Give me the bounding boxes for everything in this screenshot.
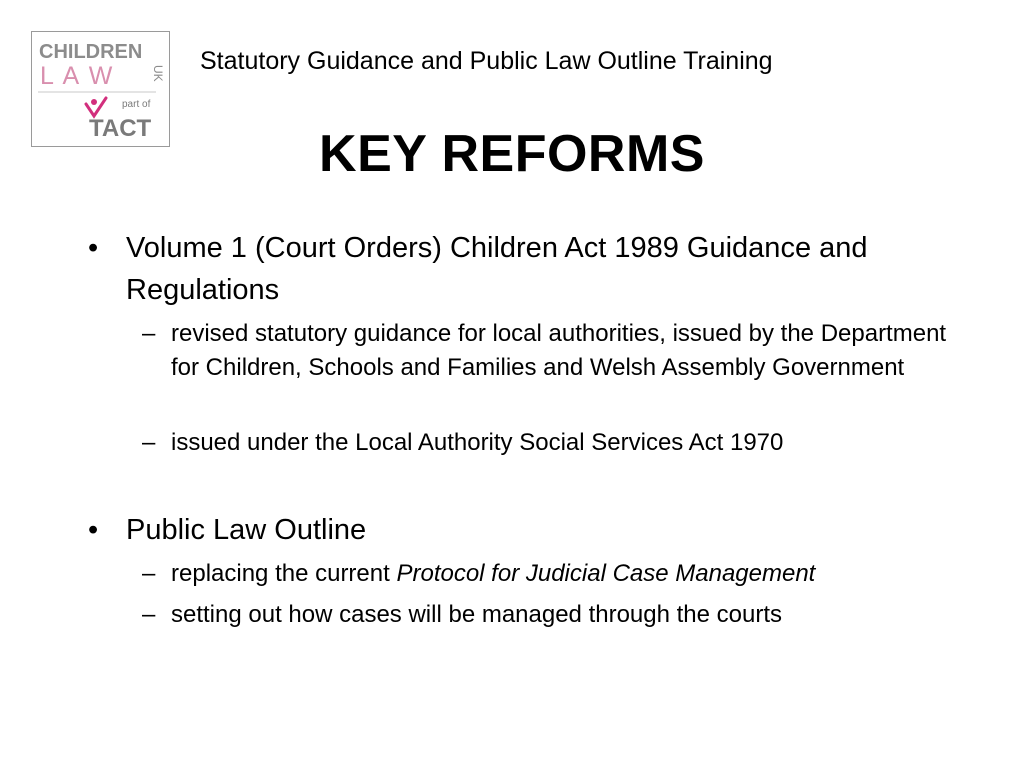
sub-bullet-dash: – [142, 429, 156, 456]
logo-word-tact: TACT [89, 115, 152, 142]
tact-figure-icon [86, 98, 106, 116]
sub-bullet-text: revised statutory guidance for local authorities, issued by the Department for Children, Schools and Families and Welsh Assembly Government [171, 320, 947, 381]
bullet-dot: • [88, 514, 99, 546]
sub-bullet-item [142, 426, 962, 460]
logo-word-children: CHILDREN [39, 41, 143, 63]
sub-bullet-item [142, 557, 962, 591]
logo-word-part-of: part of [122, 99, 151, 110]
sub-bullet-item [142, 598, 962, 632]
bullet-item [88, 509, 958, 551]
sub-bullet-dash: – [142, 601, 156, 628]
sub-bullet-dash: – [142, 560, 156, 587]
sub-bullet-text [171, 557, 962, 591]
protocol-title-italic: Protocol for Judicial Case Management [396, 560, 816, 587]
sub-bullet-item [142, 317, 962, 385]
bullet-dot: • [88, 232, 99, 264]
sub-bullet-prefix: replacing the current [171, 560, 397, 587]
sub-bullet-text: setting out how cases will be managed through the courts [171, 601, 783, 628]
bullet-text: Public Law Outline [126, 514, 367, 546]
sub-bullet-text: issued under the Local Authority Social Services Act 1970 [171, 429, 784, 456]
sub-bullet-dash: – [142, 320, 156, 347]
bullet-item [88, 227, 958, 311]
slide-title: KEY REFORMS [319, 125, 705, 183]
logo-word-uk: UK [151, 65, 165, 82]
logo-word-law: L A W [40, 62, 115, 90]
header-title: Statutory Guidance and Public Law Outline Training [200, 47, 773, 75]
bullet-text: Volume 1 (Court Orders) Children Act 1989 Guidance and Regulations [126, 232, 868, 306]
